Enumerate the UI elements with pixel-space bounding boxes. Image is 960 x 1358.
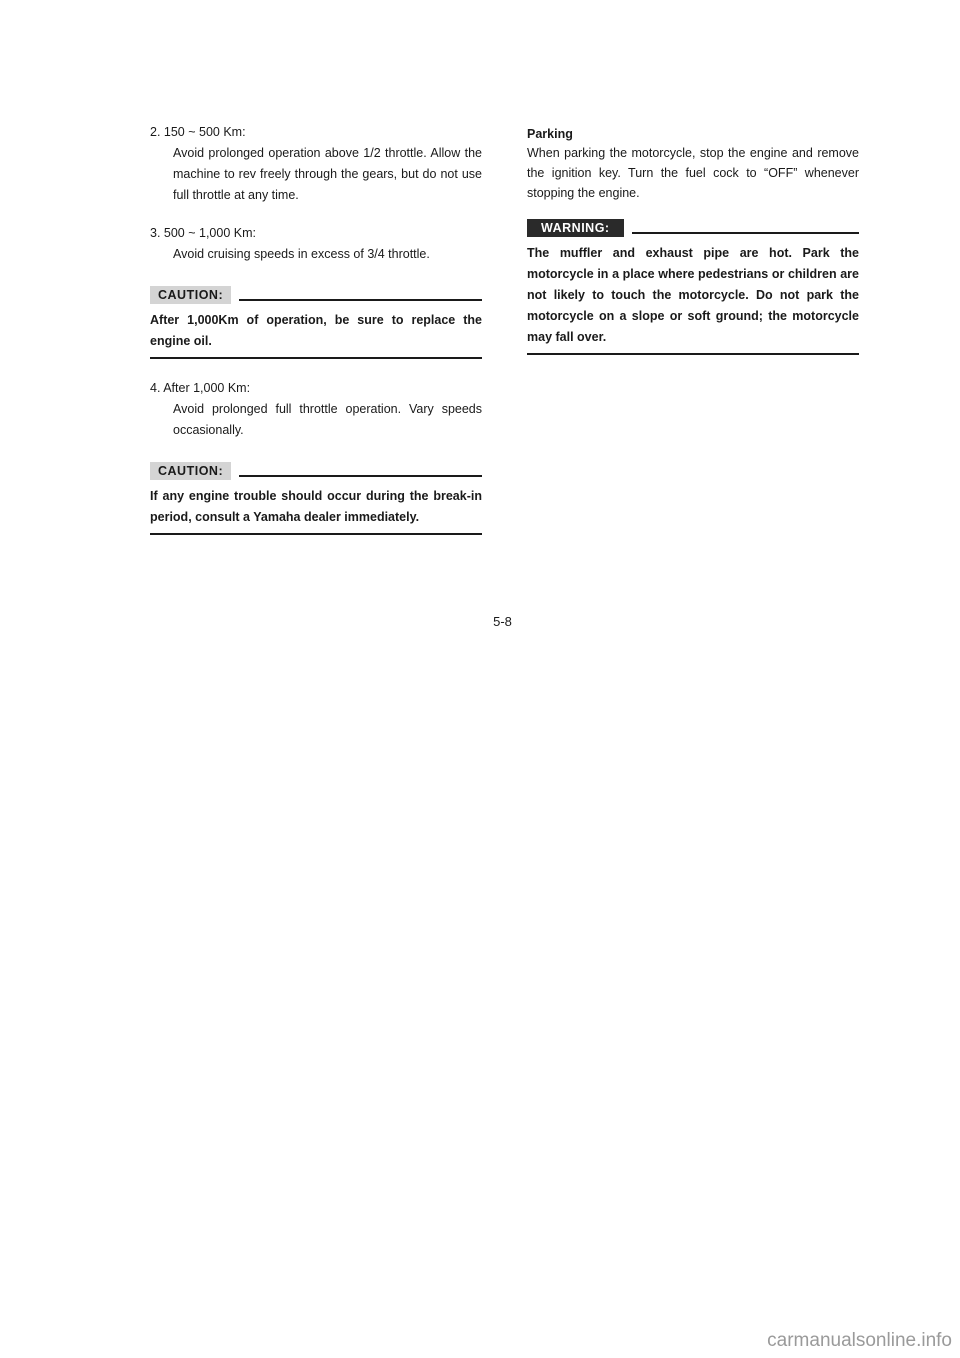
caution-label: CAUTION: xyxy=(150,462,231,480)
step-2-heading: 2. 150 ~ 500 Km: xyxy=(150,125,246,139)
section-title-parking: Parking xyxy=(527,127,573,141)
warning-label: WARNING: xyxy=(527,219,624,237)
step-4-text: Avoid prolonged full throttle operation. Vary speeds occasionally. xyxy=(173,402,482,437)
warning-rule xyxy=(632,232,859,234)
caution-label: CAUTION: xyxy=(150,286,231,304)
step-3-heading: 3. 500 ~ 1,000 Km: xyxy=(150,226,256,240)
caution-box-2 xyxy=(150,460,482,535)
left-column xyxy=(150,122,482,535)
warning-text: The muffler and exhaust pipe are hot. Park the motorcycle in a place where pedestrians or children are not likely to touch the motorcycle. Do not park the motorcycle on a slope or soft ground; the motorcycle may fall over. xyxy=(527,239,859,355)
warning-box xyxy=(527,217,859,355)
step-3-text: Avoid cruising speeds in excess of 3/4 throttle. xyxy=(173,247,430,261)
step-2 xyxy=(150,122,482,206)
caution-box-1 xyxy=(150,284,482,359)
caution-text: If any engine trouble should occur during the break-in period, consult a Yamaha dealer immediately. xyxy=(150,482,482,535)
caution-rule xyxy=(239,299,482,301)
step-4 xyxy=(150,378,482,441)
caution-text: After 1,000Km of operation, be sure to replace the engine oil. xyxy=(150,306,482,359)
step-3 xyxy=(150,223,482,265)
parking-paragraph: When parking the motorcycle, stop the engine and remove the ignition key. Turn the fuel cock to “OFF” whenever stopping the engine. xyxy=(527,146,859,200)
right-column xyxy=(527,122,859,355)
step-2-text: Avoid prolonged operation above 1/2 throttle. Allow the machine to rev freely through the gears, but do not use full throttle at any time. xyxy=(173,146,482,202)
step-4-heading: 4. After 1,000 Km: xyxy=(150,381,251,395)
page-number: 5-8 xyxy=(493,614,512,629)
watermark: carmanualsonline.info xyxy=(767,1330,952,1351)
caution-rule xyxy=(239,475,482,477)
